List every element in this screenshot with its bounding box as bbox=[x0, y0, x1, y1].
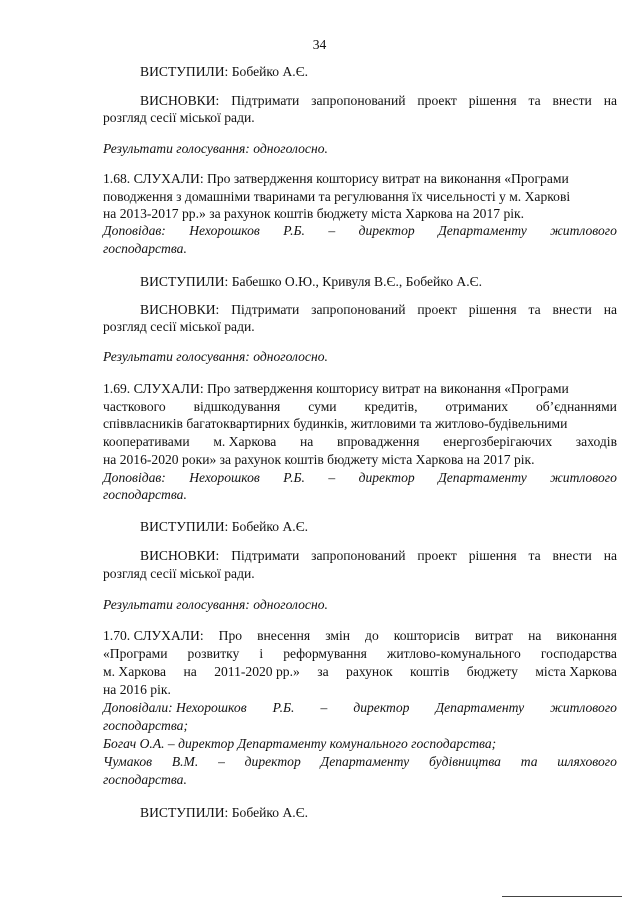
word: 2011-2020 рр.» bbox=[214, 664, 300, 679]
word: шляхового bbox=[557, 754, 617, 769]
word: на bbox=[299, 434, 314, 449]
word: ВИСНОВКИ: bbox=[140, 302, 220, 317]
word: Підтримати bbox=[231, 93, 300, 108]
conclusion-line: розгляд сесії міської ради. bbox=[103, 110, 255, 125]
word: та bbox=[520, 754, 538, 769]
word: «Програми bbox=[103, 646, 168, 661]
word: рішення bbox=[468, 548, 517, 563]
reporter-line bbox=[103, 470, 617, 486]
word: Нехорошков bbox=[189, 223, 260, 238]
conclusion-line bbox=[140, 302, 617, 318]
word: директор bbox=[358, 223, 415, 238]
vote-result: Результати голосування: одноголосно. bbox=[103, 349, 328, 364]
reporter-line: господарства. bbox=[103, 487, 187, 502]
word: директор bbox=[358, 470, 415, 485]
word: – bbox=[328, 223, 336, 238]
reporter-line bbox=[103, 700, 617, 716]
word: змін bbox=[325, 628, 351, 643]
reporter-line: Богач О.А. – директор Департаменту комунального господарства; bbox=[103, 736, 497, 751]
item-text: на 2013-2017 рр.» за рахунок коштів бюджету міста Харкова на 2017 рік. bbox=[103, 206, 525, 221]
vote-result: Результати голосування: одноголосно. bbox=[103, 597, 328, 612]
page-number: 34 bbox=[312, 37, 327, 52]
word: витрат bbox=[474, 628, 514, 643]
item-heading bbox=[103, 628, 617, 644]
word: житлового bbox=[550, 470, 617, 485]
word: Р.Б. bbox=[272, 700, 295, 715]
word: В.М. bbox=[171, 754, 199, 769]
word: заходів bbox=[575, 434, 617, 449]
word: житлово-комунального bbox=[386, 646, 521, 661]
word: запропонований bbox=[311, 548, 406, 563]
word: об’єднаннями bbox=[535, 399, 617, 414]
speakers-line: ВИСТУПИЛИ: Бобейко А.Є. bbox=[140, 64, 309, 79]
word: суми bbox=[308, 399, 337, 414]
word: м. Харкова bbox=[213, 434, 277, 449]
word: коштів bbox=[410, 664, 450, 679]
word: кошторисів bbox=[393, 628, 460, 643]
word: на bbox=[528, 628, 542, 643]
conclusion-line: розгляд сесії міської ради. bbox=[103, 319, 255, 334]
word: та bbox=[528, 548, 541, 563]
item-text bbox=[103, 399, 617, 415]
word: реформування bbox=[283, 646, 367, 661]
word: та bbox=[528, 302, 541, 317]
word: – bbox=[320, 700, 328, 715]
word: ВИСНОВКИ: bbox=[140, 548, 220, 563]
word: Департаменту bbox=[435, 700, 525, 715]
reporter-line bbox=[103, 223, 617, 239]
item-text bbox=[103, 646, 617, 662]
word: за bbox=[317, 664, 329, 679]
speakers-line: ВИСТУПИЛИ: Бабешко О.Ю., Кривуля В.Є., Бобейко А.Є. bbox=[140, 274, 482, 289]
word: впровадження bbox=[336, 434, 420, 449]
conclusion-line: розгляд сесії міської ради. bbox=[103, 566, 255, 581]
word: Підтримати bbox=[231, 548, 300, 563]
word: та bbox=[528, 93, 541, 108]
word: господарства bbox=[540, 646, 617, 661]
word: запропонований bbox=[311, 302, 406, 317]
word: внести bbox=[552, 302, 592, 317]
word: проект bbox=[417, 302, 457, 317]
word: часткового bbox=[103, 399, 166, 414]
word: Доповідав: bbox=[103, 470, 166, 485]
word: Нехорошков bbox=[189, 470, 260, 485]
word: внесення bbox=[257, 628, 311, 643]
word: на bbox=[183, 664, 197, 679]
word: м. Харкова bbox=[103, 664, 167, 679]
word: міста Харкова bbox=[535, 664, 617, 679]
item-heading: 1.68. СЛУХАЛИ: Про затвердження кошторису витрат на виконання «Програми bbox=[103, 171, 569, 186]
word: і bbox=[259, 646, 264, 661]
word: житлового bbox=[550, 700, 617, 715]
word: проект bbox=[417, 548, 457, 563]
word: отриманих bbox=[445, 399, 509, 414]
word: – bbox=[218, 754, 225, 769]
word: Доповідав: bbox=[103, 223, 166, 238]
word: будівництва bbox=[428, 754, 501, 769]
word: кредитів, bbox=[364, 399, 418, 414]
word: проект bbox=[417, 93, 457, 108]
word: виконання bbox=[556, 628, 617, 643]
word: енергозберігаючих bbox=[443, 434, 553, 449]
word: директор bbox=[353, 700, 410, 715]
conclusion-line bbox=[140, 548, 617, 564]
word: Чумаков bbox=[103, 754, 153, 769]
reporter-line: господарства. bbox=[103, 772, 187, 787]
word: Департаменту bbox=[438, 470, 527, 485]
word: відшкодування bbox=[193, 399, 281, 414]
word: Департаменту bbox=[438, 223, 527, 238]
word: директор bbox=[244, 754, 301, 769]
word: внести bbox=[552, 93, 592, 108]
word: до bbox=[365, 628, 379, 643]
word: рішення bbox=[468, 302, 517, 317]
vote-result: Результати голосування: одноголосно. bbox=[103, 141, 328, 156]
word: житлового bbox=[550, 223, 617, 238]
item-text: на 2016 рік. bbox=[103, 682, 171, 697]
item-heading: 1.69. СЛУХАЛИ: Про затвердження кошторису витрат на виконання «Програми bbox=[103, 381, 569, 396]
footer-rule bbox=[502, 896, 622, 897]
word: Доповідали: Нехорошков bbox=[103, 700, 247, 715]
word: 1.70. СЛУХАЛИ: bbox=[103, 628, 204, 643]
word: ВИСНОВКИ: bbox=[140, 93, 220, 108]
item-text: на 2016-2020 роки» за рахунок коштів бюджету міста Харкова на 2017 рік. bbox=[103, 452, 535, 467]
speakers-line: ВИСТУПИЛИ: Бобейко А.Є. bbox=[140, 805, 309, 820]
item-text: співвласників багатоквартирних будинків, житловими та житлово-будівельними bbox=[103, 416, 568, 431]
word: запропонований bbox=[311, 93, 406, 108]
word: Підтримати bbox=[231, 302, 300, 317]
word: на bbox=[603, 548, 617, 563]
word: розвитку bbox=[187, 646, 240, 661]
word: кооперативами bbox=[103, 434, 190, 449]
item-text bbox=[103, 664, 617, 680]
item-text: поводження з домашніми тваринами та регулювання їх чисельності у м. Харкові bbox=[103, 189, 571, 204]
reporter-line bbox=[103, 754, 617, 770]
word: Р.Б. bbox=[283, 470, 305, 485]
word: на bbox=[603, 302, 617, 317]
reporter-line: господарства. bbox=[103, 241, 187, 256]
word: Р.Б. bbox=[283, 223, 305, 238]
word: бюджету bbox=[466, 664, 518, 679]
word: внести bbox=[552, 548, 592, 563]
conclusion-line bbox=[140, 93, 617, 109]
word: на bbox=[603, 93, 617, 108]
word: – bbox=[328, 470, 336, 485]
reporter-line: господарства; bbox=[103, 718, 189, 733]
word: рахунок bbox=[346, 664, 393, 679]
speakers-line: ВИСТУПИЛИ: Бобейко А.Є. bbox=[140, 519, 309, 534]
word: Департаменту bbox=[320, 754, 410, 769]
word: Про bbox=[218, 628, 243, 643]
item-text bbox=[103, 434, 617, 450]
word: рішення bbox=[468, 93, 517, 108]
